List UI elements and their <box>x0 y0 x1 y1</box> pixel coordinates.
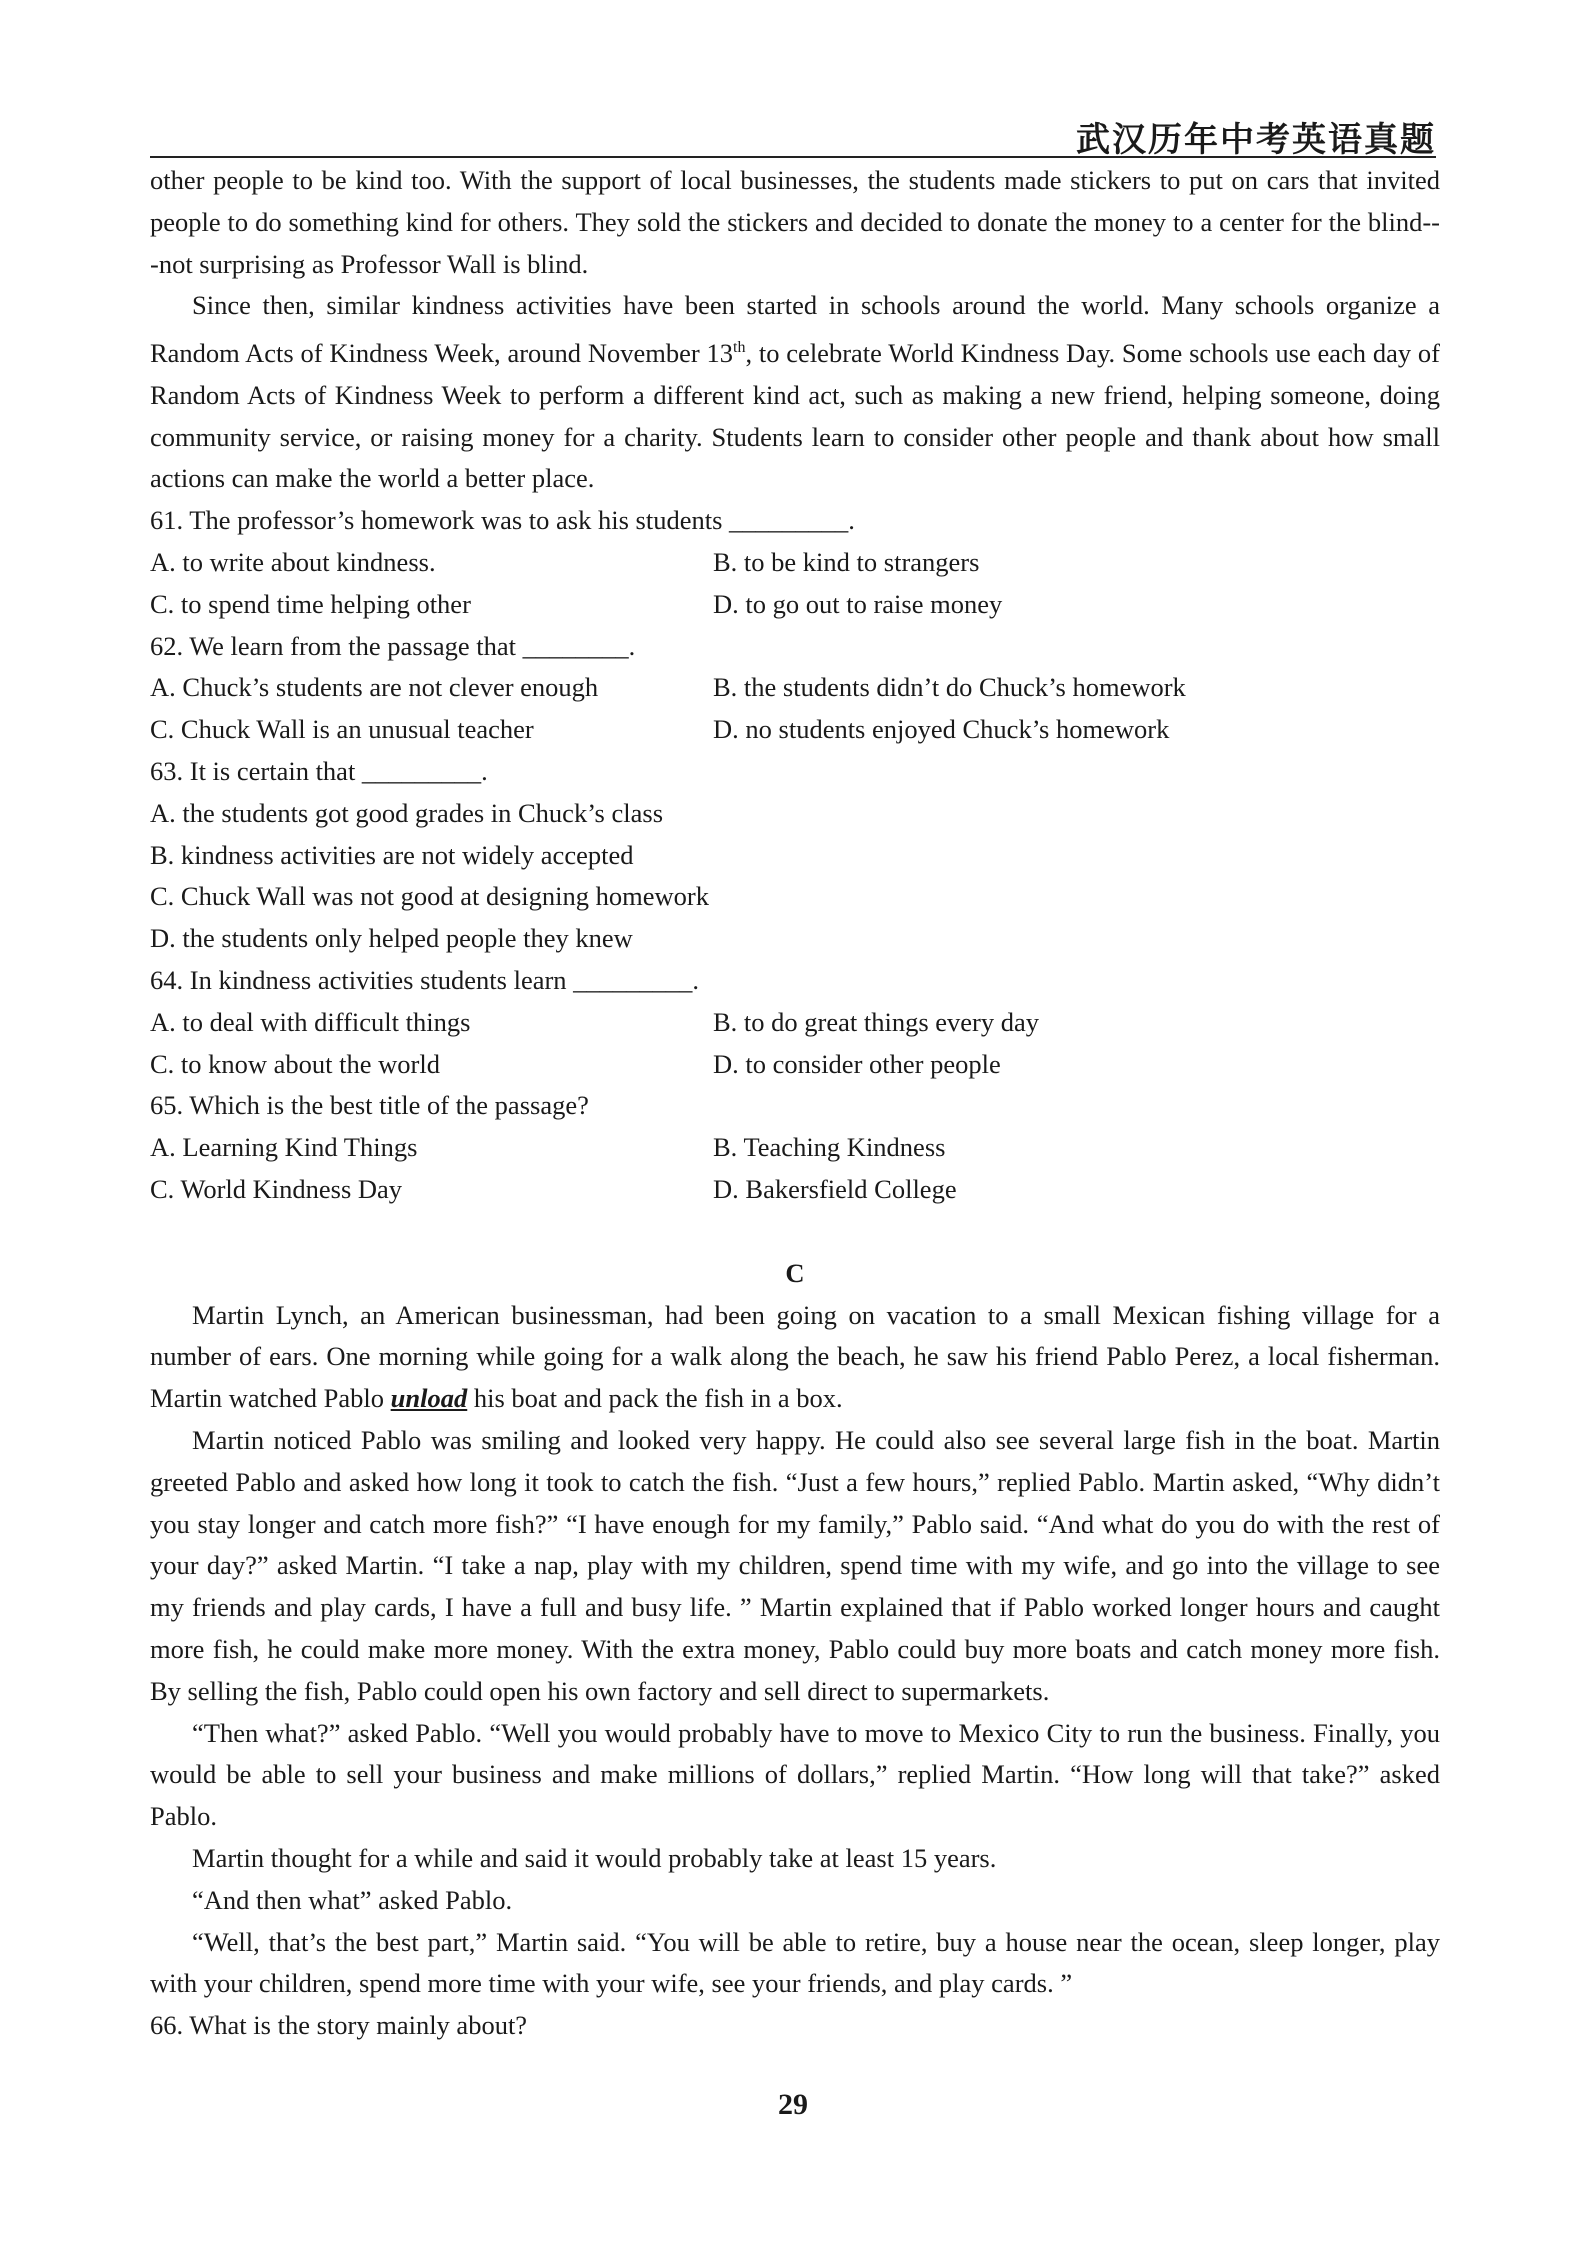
header-title: 武汉历年中考英语真题 <box>1076 120 1436 160</box>
page-number: 29 <box>778 2088 808 2121</box>
passage-b-paragraph-1: other people to be kind too. With the support of local businesses, the students made stickers to put on cars that invited people to do something kind for others. They sold the stickers and decided to donate the money to a center for the blind---not surprising as Professor Wall is blind. <box>150 165 1440 279</box>
question-65 <box>150 1085 1440 1210</box>
option-a: A. the students got good grades in Chuck’s class <box>150 797 664 828</box>
question-63 <box>150 751 1440 960</box>
passage-c-paragraph-5: “And then what” asked Pablo. <box>192 1884 513 1915</box>
passage-c-paragraph-1 <box>150 1295 1440 1420</box>
option-c: C. to spend time helping other <box>150 588 471 619</box>
option-b: B. the students didn’t do Chuck’s homework <box>713 672 1186 703</box>
passage-b-paragraph-2-part-a: Since then, similar kindness activities have been started in schools around the world. Many schools organize a Random Acts of Kindness Week, around November 13 <box>150 290 1440 369</box>
option-a: A. Learning Kind Things <box>150 1132 418 1163</box>
passage-c-paragraph-3: “Then what?” asked Pablo. “Well you would probably have to move to Mexico City to run the business. Finally, you would be able to sell your business and make millions of dollars,” replied Martin. “How long will that take?” asked Pablo. <box>150 1717 1440 1832</box>
question-64 <box>150 960 1440 1085</box>
question-stem: 64. In kindness activities students learn _________. <box>150 964 700 995</box>
question-66-stem: 66. What is the story mainly about? <box>150 2010 528 2041</box>
passage-b-paragraph-2 <box>150 285 1440 500</box>
question-62 <box>150 626 1440 751</box>
passage-c-paragraph-4: Martin thought for a while and said it would probably take at least 15 years. <box>192 1842 997 1873</box>
option-d: D. to go out to raise money <box>713 588 1003 619</box>
passage-c-paragraph-6: “Well, that’s the best part,” Martin said. “You will be able to retire, buy a house near the ocean, sleep longer, play with your children, spend more time with your wife, see your friends, and play cards. ” <box>150 1926 1440 1999</box>
option-d: D. Bakersfield College <box>713 1173 957 1204</box>
passage-c-paragraph-2: Martin noticed Pablo was smiling and looked very happy. He could also see several large fish in the boat. Martin greeted Pablo and asked how long it took to catch the fish. “Just a few hours,” replied Pablo. Martin asked, “Why didn’t you stay longer and catch more fish?” “I have enough for my family,” Pablo said. “And what do you do with the rest of your day?” asked Martin. “I take a nap, play with my children, spend time with my wife, and go into the village to see my friends and play cards, I have a full and busy life. ” Martin explained that if Pablo worked longer hours and caught more fish, he could make more money. With the extra money, Pablo could buy more boats and catch money more fish. By selling the fish, Pablo could open his own factory and sell direct to supermarkets. <box>150 1424 1440 1706</box>
option-a: A. to write about kindness. <box>150 547 436 577</box>
question-stem: 65. Which is the best title of the passage? <box>150 1090 589 1121</box>
option-b: B. kindness activities are not widely accepted <box>150 839 634 870</box>
passage-c-paragraph-1-part-a: Martin Lynch, an American businessman, had been going on vacation to a small Mexican fishing village for a number of ears. One morning while going for a walk along the beach, he saw his friend Pablo Perez, a local fisherman. Martin watched Pablo <box>150 1299 1440 1414</box>
option-b: B. Teaching Kindness <box>713 1132 946 1163</box>
option-a: A. Chuck’s students are not clever enough <box>150 672 599 703</box>
passage-c-paragraph-1-part-b: his boat and pack the fish in a box. <box>467 1383 843 1414</box>
question-stem: 63. It is certain that _________. <box>150 755 488 786</box>
option-a: A. to deal with difficult things <box>150 1006 471 1037</box>
ordinal-suffix: th <box>733 339 746 357</box>
option-d: D. to consider other people <box>713 1048 1001 1079</box>
keyword-unload: unload <box>390 1383 468 1414</box>
passage-b-paragraph-2-part-b: , to celebrate World Kindness Day. Some schools use each day of Random Acts of Kindness Week to perform a different kind act, such as making a new friend, helping someone, doing community service, or raising money for a charity. Students learn to consider other people and thank about how small actions can make the world a better place. <box>150 338 1440 494</box>
header-rule <box>150 156 1436 158</box>
page-content <box>150 160 1440 2047</box>
question-stem: 61. The professor’s homework was to ask his students _________. <box>150 505 855 536</box>
option-c: C. World Kindness Day <box>150 1173 403 1204</box>
question-61 <box>150 500 1440 625</box>
option-b: B. to be kind to strangers <box>713 547 980 577</box>
option-c: C. Chuck Wall was not good at designing homework <box>150 881 709 912</box>
option-c: C. to know about the world <box>150 1048 440 1079</box>
option-c: C. Chuck Wall is an unusual teacher <box>150 714 534 745</box>
option-d: D. the students only helped people they knew <box>150 923 633 954</box>
option-b: B. to do great things every day <box>713 1006 1040 1037</box>
question-stem: 62. We learn from the passage that ________. <box>150 630 636 661</box>
option-d: D. no students enjoyed Chuck’s homework <box>713 714 1170 745</box>
section-heading-c: C <box>785 1257 805 1288</box>
